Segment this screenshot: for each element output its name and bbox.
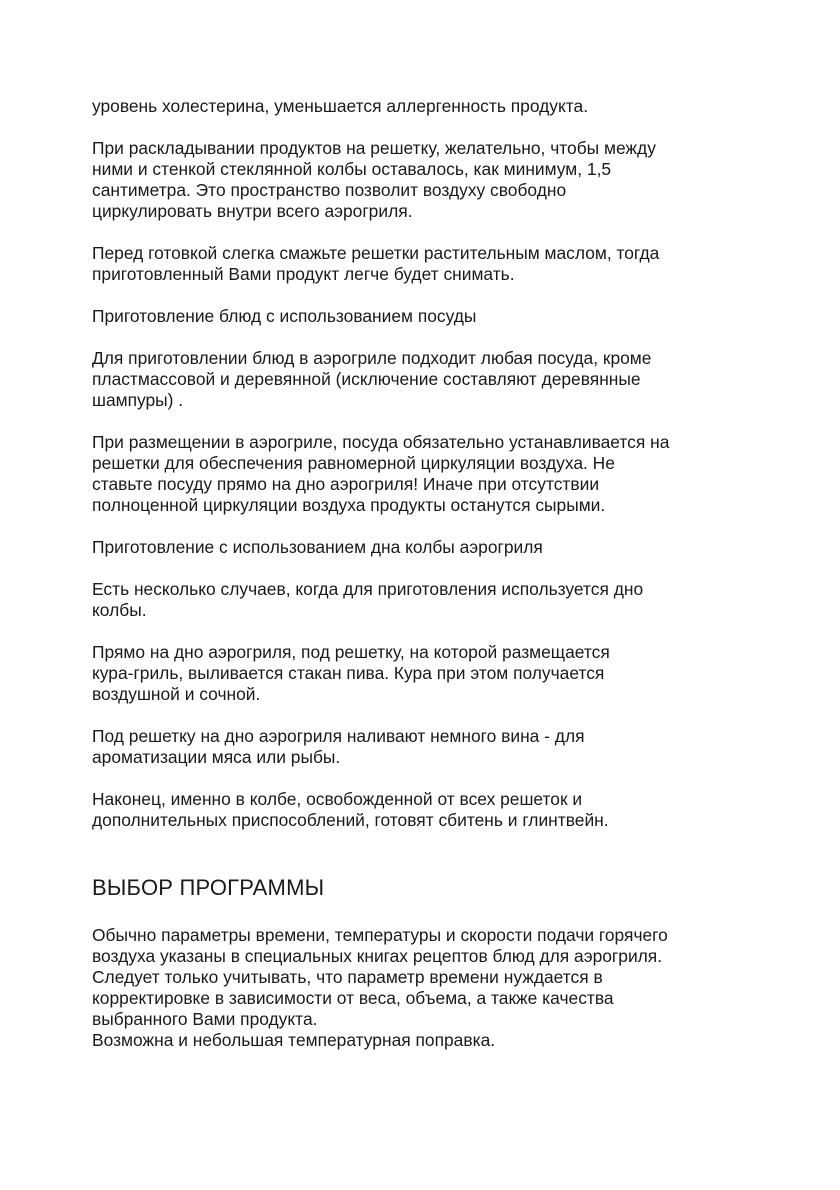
paragraph-grill-spacing: При раскладывании продуктов на решетку, желательно, чтобы между ними и стенкой стеклянной колбы оставалось, как минимум, 1,5 сантиметра. Это пространство позволит воздуху свободно циркулировать внутри всего аэрогриля.	[92, 138, 656, 221]
paragraph-sbiten: Наконец, именно в колбе, освобожденной от всех решеток и дополнительных приспособлений, готовят сбитень и глинтвейн.	[92, 789, 609, 830]
paragraph-cholesterol: уровень холестерина, уменьшается аллергенность продукта.	[92, 96, 589, 116]
paragraph-cookware-placement: При размещении в аэрогриле, посуда обязательно устанавливается на решетки для обеспечения равномерной циркуляции воздуха. Не ставьте посуду прямо на дно аэрогриля! Иначе при отсутствии полноценной циркуляции воздуха продукты останутся сырыми.	[92, 432, 670, 515]
subheading-cookware: Приготовление блюд с использованием посуды	[92, 306, 477, 326]
paragraph-temperature-correction: Возможна и небольшая температурная поправка.	[92, 1030, 496, 1050]
section-heading-program: ВЫБОР ПРОГРАММЫ	[92, 875, 325, 900]
paragraph-wine: Под решетку на дно аэрогриля наливают немного вина - для ароматизации мяса или рыбы.	[92, 726, 585, 767]
paragraph-parameters: Обычно параметры времени, температуры и скорости подачи горячего воздуха указаны в специальных книгах рецептов блюд для аэрогриля. Следует только учитывать, что параметр времени нуждается в корректировке в зависимости от веса, объема, а также качества выбранного Вами продукта.	[92, 925, 668, 1029]
paragraph-any-cookware: Для приготовлении блюд в аэрогриле подходит любая посуда, кроме пластмассовой и деревянной (исключение составляют деревянные шампуры) .	[92, 348, 652, 410]
paragraph-flask-bottom-cases: Есть несколько случаев, когда для приготовления используется дно колбы.	[92, 579, 644, 620]
subheading-flask-bottom: Приготовление с использованием дна колбы аэрогриля	[92, 537, 543, 557]
paragraph-oil-grates: Перед готовкой слегка смажьте решетки растительным маслом, тогда приготовленный Вами продукт легче будет снимать.	[92, 243, 660, 284]
paragraph-beer-chicken: Прямо на дно аэрогриля, под решетку, на которой размещается кура-гриль, выливается стакан пива. Кура при этом получается воздушной и сочной.	[92, 642, 610, 704]
document-page	[92, 96, 752, 1051]
